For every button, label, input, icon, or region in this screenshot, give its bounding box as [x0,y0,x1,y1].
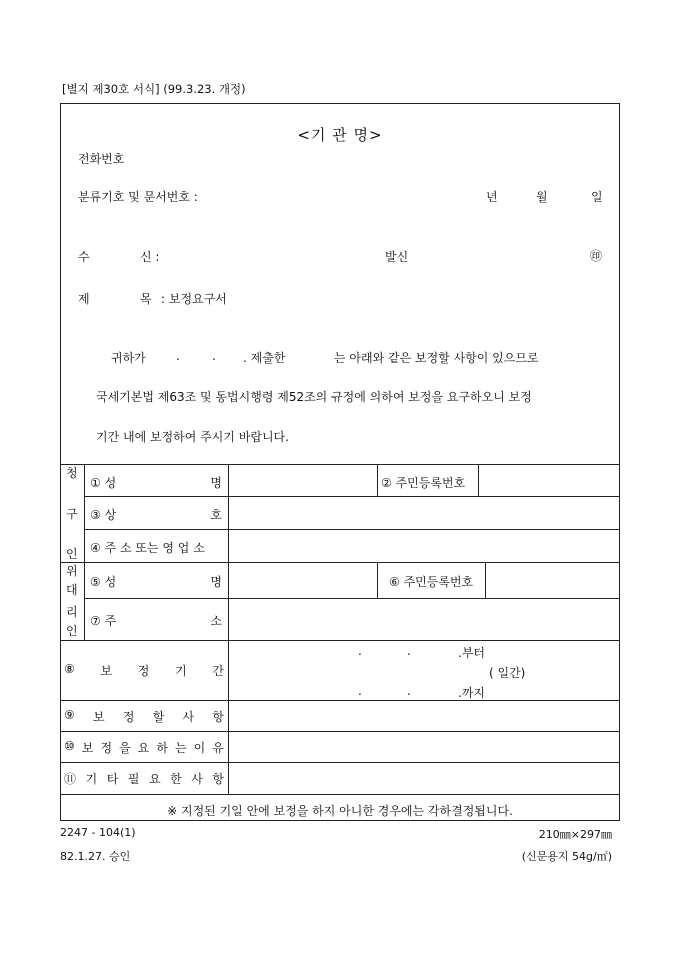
body-line2: 국세기본법 제63조 및 동법시행령 제52조의 규정에 의하여 보정을 요구하오니 보정 [96,390,532,404]
subject-value: : 보정요구서 [161,292,227,306]
agent-label-4: 인 [66,624,78,638]
recipient-label-a: 수 [78,250,90,264]
period-days: ( 일간) [489,666,526,680]
other-label: ⑪ 기 타 필 요 한 사 항 [64,772,224,786]
period-from-dot2: . [407,644,411,658]
month-label: 월 [536,190,548,204]
items-label: ⑨ 보 정 할 사 항 [64,708,224,724]
body-line3: 기간 내에 보정하여 주시기 바랍니다. [96,430,289,444]
claimant-label-1: 청 [66,466,78,480]
period-to-dot2: . [407,684,411,698]
year-label: 년 [486,190,498,204]
phone-label: 전화번호 [78,152,125,166]
period-label: ⑧ 보 정 기 간 [64,662,224,678]
agent-address-label: ⑦ 주 소 [90,614,222,628]
subject-label-a: 제 [78,292,90,306]
trade-name-label: ③ 상 호 [90,508,222,522]
body-line1-suffix: 는 아래와 같은 보정할 사항이 있으므로 [334,351,539,365]
agent-name-label: ⑤ 성 명 [90,575,222,589]
body-line1-dot1: . [176,349,180,363]
period-to-suffix: .까지 [458,686,485,700]
day-label: 일 [591,190,603,204]
dismissal-note: ※ 지정된 기일 안에 보정을 하지 아니한 경우에는 각하결정됩니다. [167,804,513,818]
name-label: ① 성 명 [90,476,222,490]
period-to-dot1: . [358,684,362,698]
body-line1-dot2: . [212,349,216,363]
agency-title: <기 관 명> [297,126,383,144]
claimant-label-3: 인 [66,547,78,561]
agent-label-3: 리 [66,605,78,619]
approval-date: 82.1.27. 승인 [60,850,131,863]
agent-label-1: 위 [66,564,78,578]
body-line1-mid: . 제출한 [243,351,286,365]
agent-label-2: 대 [66,583,78,597]
form-reference: [별지 제30호 서식] (99.3.23. 개정) [62,82,246,96]
sender-label: 발신 [385,250,409,264]
period-from-suffix: .부터 [458,646,485,660]
address-biz-label: ④ 주 소 또는 영 업 소 [90,541,205,555]
recipient-label-b: 신 : [140,250,160,264]
doc-number-label: 분류기호 및 문서번호 : [78,190,198,204]
form-code: 2247 - 104(1) [60,826,136,839]
claimant-label-2: 구 [66,507,78,521]
subject-label-b: 목 [140,292,152,306]
paper-type: (신문용지 54g/㎡) [521,850,612,863]
seal-mark: ㊞ [590,249,603,263]
period-from-dot1: . [358,644,362,658]
rrn-label-2: ⑥ 주민등록번호 [389,575,474,589]
body-line1-prefix: 귀하가 [111,351,146,365]
paper-size: 210㎜×297㎜ [538,828,612,841]
reason-label: ⑩ 보 정 을 요 하 는 이 유 [64,739,224,755]
rrn-label-1: ② 주민등록번호 [381,476,466,490]
